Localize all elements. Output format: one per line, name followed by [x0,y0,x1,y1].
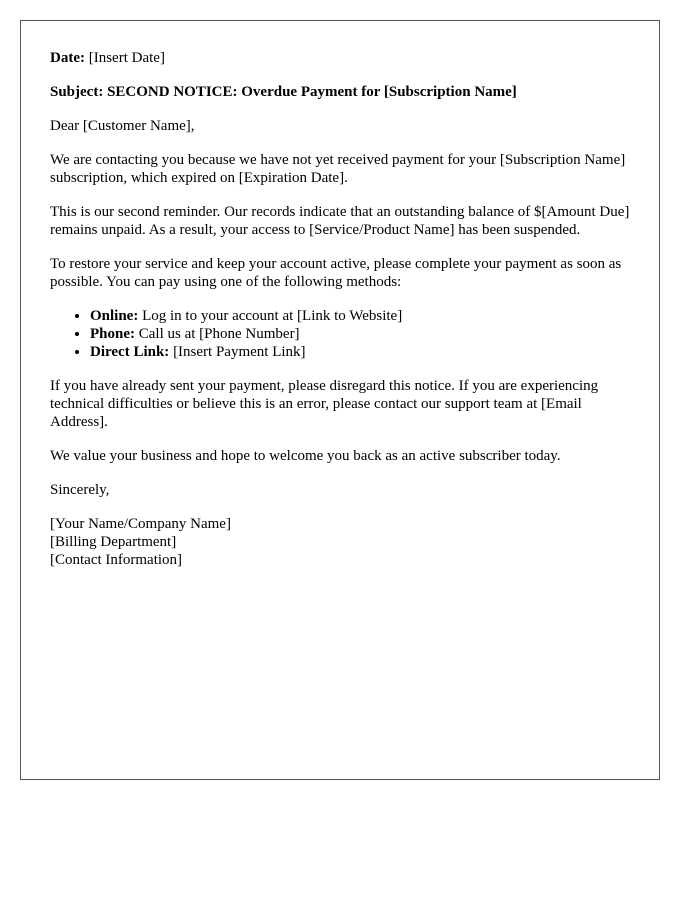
date-label: Date: [50,50,85,66]
closing: Sincerely, [50,482,110,498]
payment-method-text: [Insert Payment Link] [173,344,306,360]
signature-block [50,515,630,569]
payment-method-online [90,307,630,325]
payment-method-label: Phone: [90,326,135,342]
letter-document [20,20,660,780]
greeting: Dear [Customer Name], [50,118,195,134]
paragraph-value: We value your business and hope to welcome you back as an active subscriber today. [50,448,561,464]
signature-name: [Your Name/Company Name] [50,516,231,532]
payment-method-label: Direct Link: [90,344,170,360]
payment-method-phone [90,325,630,343]
payment-methods-list [50,307,630,361]
subject-line: Subject: SECOND NOTICE: Overdue Payment for [Subscription Name] [50,84,517,100]
signature-contact: [Contact Information] [50,552,183,568]
signature-department: [Billing Department] [50,534,177,550]
paragraph-reminder: This is our second reminder. Our records indicate that an outstanding balance of $[Amount Due] remains unpaid. As a result, your access to [Service/Product Name] has been suspended. [50,204,630,238]
paragraph-disregard: If you have already sent your payment, please disregard this notice. If you are experiencing technical difficulties or believe this is an error, please contact our support team at [Email Address]. [50,378,599,430]
payment-method-label: Online: [90,308,139,324]
payment-method-text: Call us at [Phone Number] [138,326,300,342]
paragraph-expired: We are contacting you because we have not yet received payment for your [Subscription Name] subscription, which expired on [Expiration Date]. [50,152,626,186]
payment-method-direct-link [90,343,630,361]
paragraph-restore: To restore your service and keep your account active, please complete your payment as soon as possible. You can pay using one of the following methods: [50,256,622,290]
date-line [50,49,630,67]
date-value: [Insert Date] [88,50,165,66]
payment-method-text: Log in to your account at [Link to Website] [142,308,403,324]
